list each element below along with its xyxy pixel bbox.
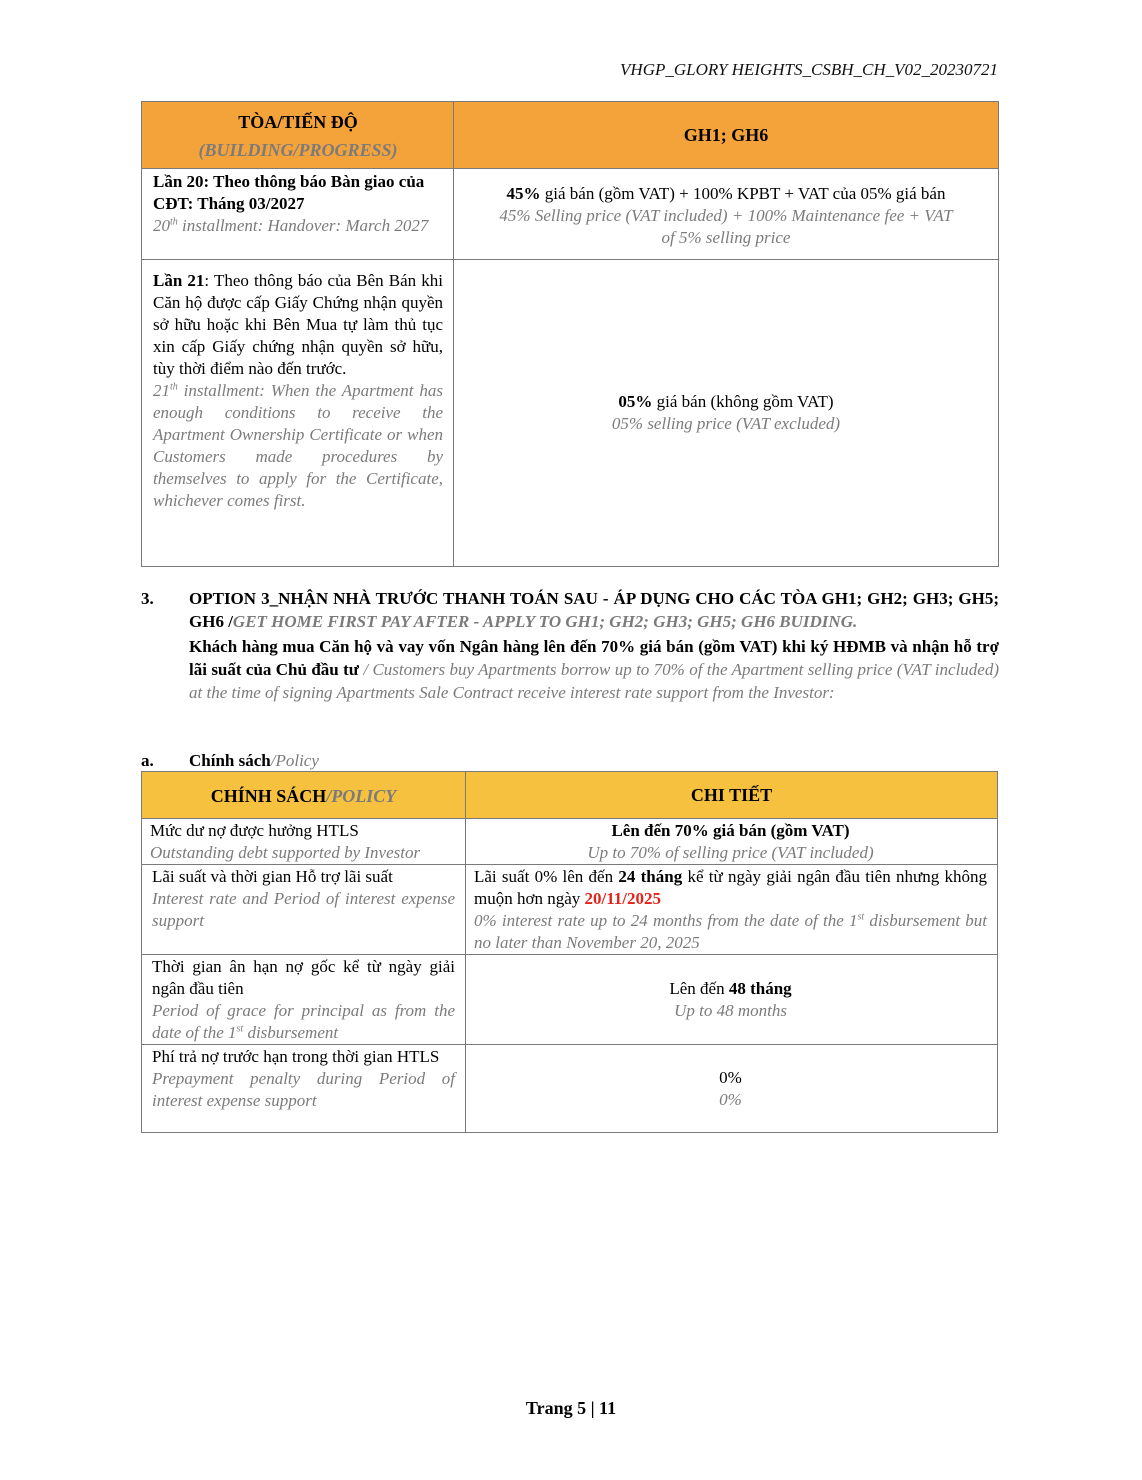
- policy-header: CHÍNH SÁCH/POLICY: [142, 772, 466, 819]
- section-description: Khách hàng mua Căn hộ và vay vốn Ngân hàng lên đến 70% giá bán (gồm VAT) khi ký HĐMB và nhận hỗ trợ lãi suất của Chủ đầu tư / Customers buy Apartments borrow up to 70% of the Apartment selling price (VAT included) at the time of signing Apartments Sale Contract receive interest rate support from the Investor:: [189, 637, 1000, 702]
- detail-header: CHI TIẾT: [466, 772, 998, 819]
- policy-value: Lãi suất 0% lên đến 24 tháng kể từ ngày giải ngân đầu tiên nhưng không muộn hơn ngày 20/11/2025 0% interest rate up to 24 months from the date of the 1st disbursement but no later than November 20, 2025: [466, 865, 998, 955]
- page-number: Trang 5 | 11: [525, 1398, 617, 1418]
- section-number: 3.: [141, 589, 154, 608]
- policy-table: [141, 771, 998, 1133]
- policy-value: 0% 0%: [466, 1045, 998, 1133]
- policy-value: Lên đến 48 tháng Up to 48 months: [466, 955, 998, 1045]
- policy-label: Mức dư nợ được hưởng HTLS Outstanding debt supported by Investor: [142, 819, 466, 865]
- table-header-row: [142, 772, 998, 819]
- policy-label: Lãi suất và thời gian Hỗ trợ lãi suất Interest rate and Period of interest expense support: [142, 865, 466, 955]
- installment-20-value: 45% giá bán (gồm VAT) + 100% KPBT + VAT của 05% giá bán 45% Selling price (VAT included) + 100% Maintenance fee + VAT of 5% selling price: [454, 169, 999, 260]
- policy-label: Thời gian ân hạn nợ gốc kể từ ngày giải ngân đầu tiên Period of grace for principal as from the date of the 1st disbursement: [142, 955, 466, 1045]
- sub-section-a: a. Chính sách/Policy: [141, 751, 319, 770]
- section-title: OPTION 3_NHẬN NHÀ TRƯỚC THANH TOÁN SAU - ÁP DỤNG CHO CÁC TÒA GH1; GH2; GH3; GH5; GH6 /GET HOME FIRST PAY AFTER - APPLY TO GH1; GH2; GH3; GH5; GH6 BUIDING.: [189, 589, 999, 631]
- table-row: [142, 955, 998, 1045]
- table-row: [142, 865, 998, 955]
- building-progress-header: TÒA/TIẾN ĐỘ (BUILDING/PROGRESS): [142, 102, 454, 169]
- table-row: [142, 169, 999, 260]
- table-row: [142, 1045, 998, 1133]
- installment-20-label: Lần 20: Theo thông báo Bàn giao của CĐT: Tháng 03/2027 20th installment: Handover: March 2027: [142, 169, 454, 260]
- section-3: [141, 587, 999, 704]
- payment-schedule-table: [141, 101, 999, 567]
- policy-value: Lên đến 70% giá bán (gồm VAT) Up to 70% of selling price (VAT included): [466, 819, 998, 865]
- buildings-header: GH1; GH6: [454, 102, 999, 169]
- installment-21-value: 05% giá bán (không gồm VAT) 05% selling price (VAT excluded): [454, 260, 999, 567]
- table-header-row: [142, 102, 999, 169]
- installment-21-label: Lần 21: Theo thông báo của Bên Bán khi Căn hộ được cấp Giấy Chứng nhận quyền sở hữu hoặc khi Bên Mua tự làm thủ tục xin cấp Giấy chứng nhận quyền sở hữu, tùy thời điểm nào đến trước. 21th installment: When the Apartment has enough conditions to receive the Apartment Ownership Certificate or when Customers made procedures by themselves to apply for the Certificate, whichever comes first.: [142, 260, 454, 567]
- document-code: VHGP_GLORY HEIGHTS_CSBH_CH_V02_20230721: [620, 60, 998, 79]
- policy-label: Phí trả nợ trước hạn trong thời gian HTLS Prepayment penalty during Period of interest expense support: [142, 1045, 466, 1133]
- table-row: [142, 819, 998, 865]
- table-row: [142, 260, 999, 567]
